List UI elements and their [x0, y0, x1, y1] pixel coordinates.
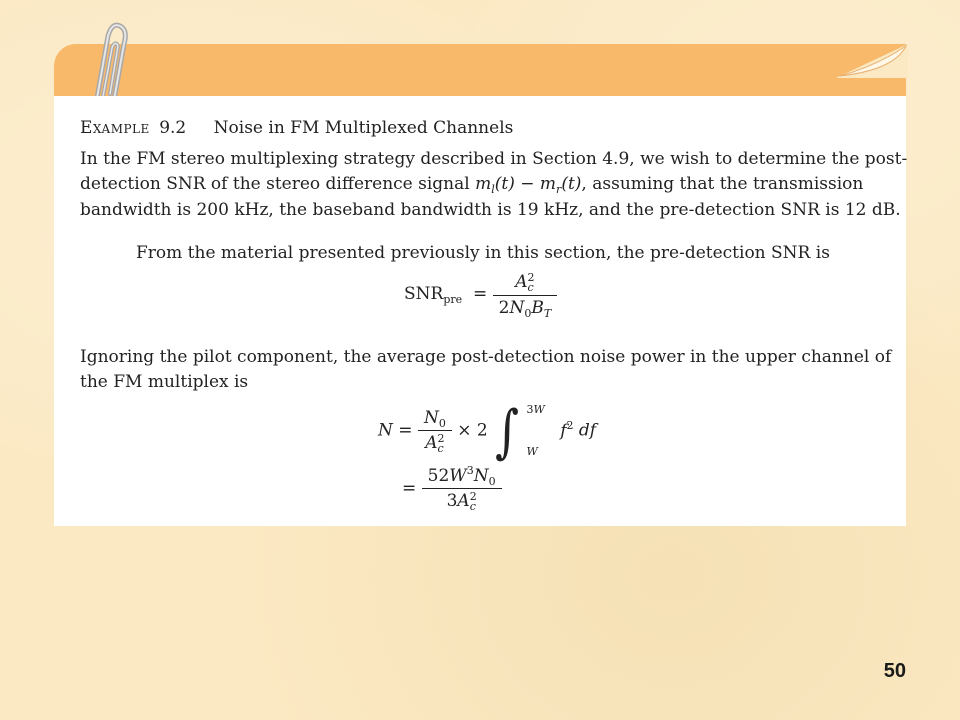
page-number: 50 — [883, 660, 906, 682]
problem-statement — [80, 147, 908, 223]
noise-line-1: Ignoring the pilot component, the average post-detection noise power in the upper channel of — [80, 347, 892, 367]
page-curl-icon — [836, 44, 908, 78]
solution-intro — [136, 241, 896, 266]
example-number: 9.2 — [159, 118, 187, 138]
solution-intro-text: From the material presented previously in this section, the pre-detection SNR is — [136, 243, 830, 263]
snr-pre-equation: $SNR_{pre}$ = A 2 c $2N_0B_T$ — [404, 272, 557, 318]
problem-line-2 — [80, 172, 885, 198]
problem-line-2-text: detection SNR of the stereo difference signal — [80, 174, 476, 194]
example-label: Example — [80, 118, 150, 138]
snr-pre-fraction: A 2 c $2N_0B_T$ — [493, 272, 558, 318]
difference-signal-formula: $m_l(t) - m_r(t)$ — [475, 174, 582, 196]
noise-power-intro — [80, 345, 892, 395]
noise-fraction-1: $N_0$ A 2 c — [418, 408, 452, 454]
integral-sign: ∫ — [495, 397, 520, 465]
example-title: Noise in FM Multiplexed Channels — [213, 118, 514, 138]
integral-limits: 3W W — [526, 403, 545, 458]
paperclip-icon — [82, 20, 132, 106]
problem-line-2-tail: , assuming that the transmission — [581, 174, 864, 194]
noise-line-2: the FM multiplex is — [80, 372, 249, 392]
noise-power-result: = $52W^3N_0$ 3A 2 c — [402, 466, 502, 512]
noise-fraction-2: $52W^3N_0$ 3A 2 c — [422, 466, 502, 512]
problem-line-1: In the FM stereo multiplexing strategy described in Section 4.9, we wish to determine the post- — [80, 149, 908, 169]
noise-power-equation: N = $N_0$ A 2 c × 2 ∫ 3W W $f^2$ df — [378, 397, 597, 465]
header-banner — [54, 44, 906, 96]
problem-line-3: bandwidth is 200 kHz, the baseband bandwidth is 19 kHz, and the pre-detection SNR is 12 dB. — [80, 200, 901, 220]
example-heading — [80, 118, 513, 138]
